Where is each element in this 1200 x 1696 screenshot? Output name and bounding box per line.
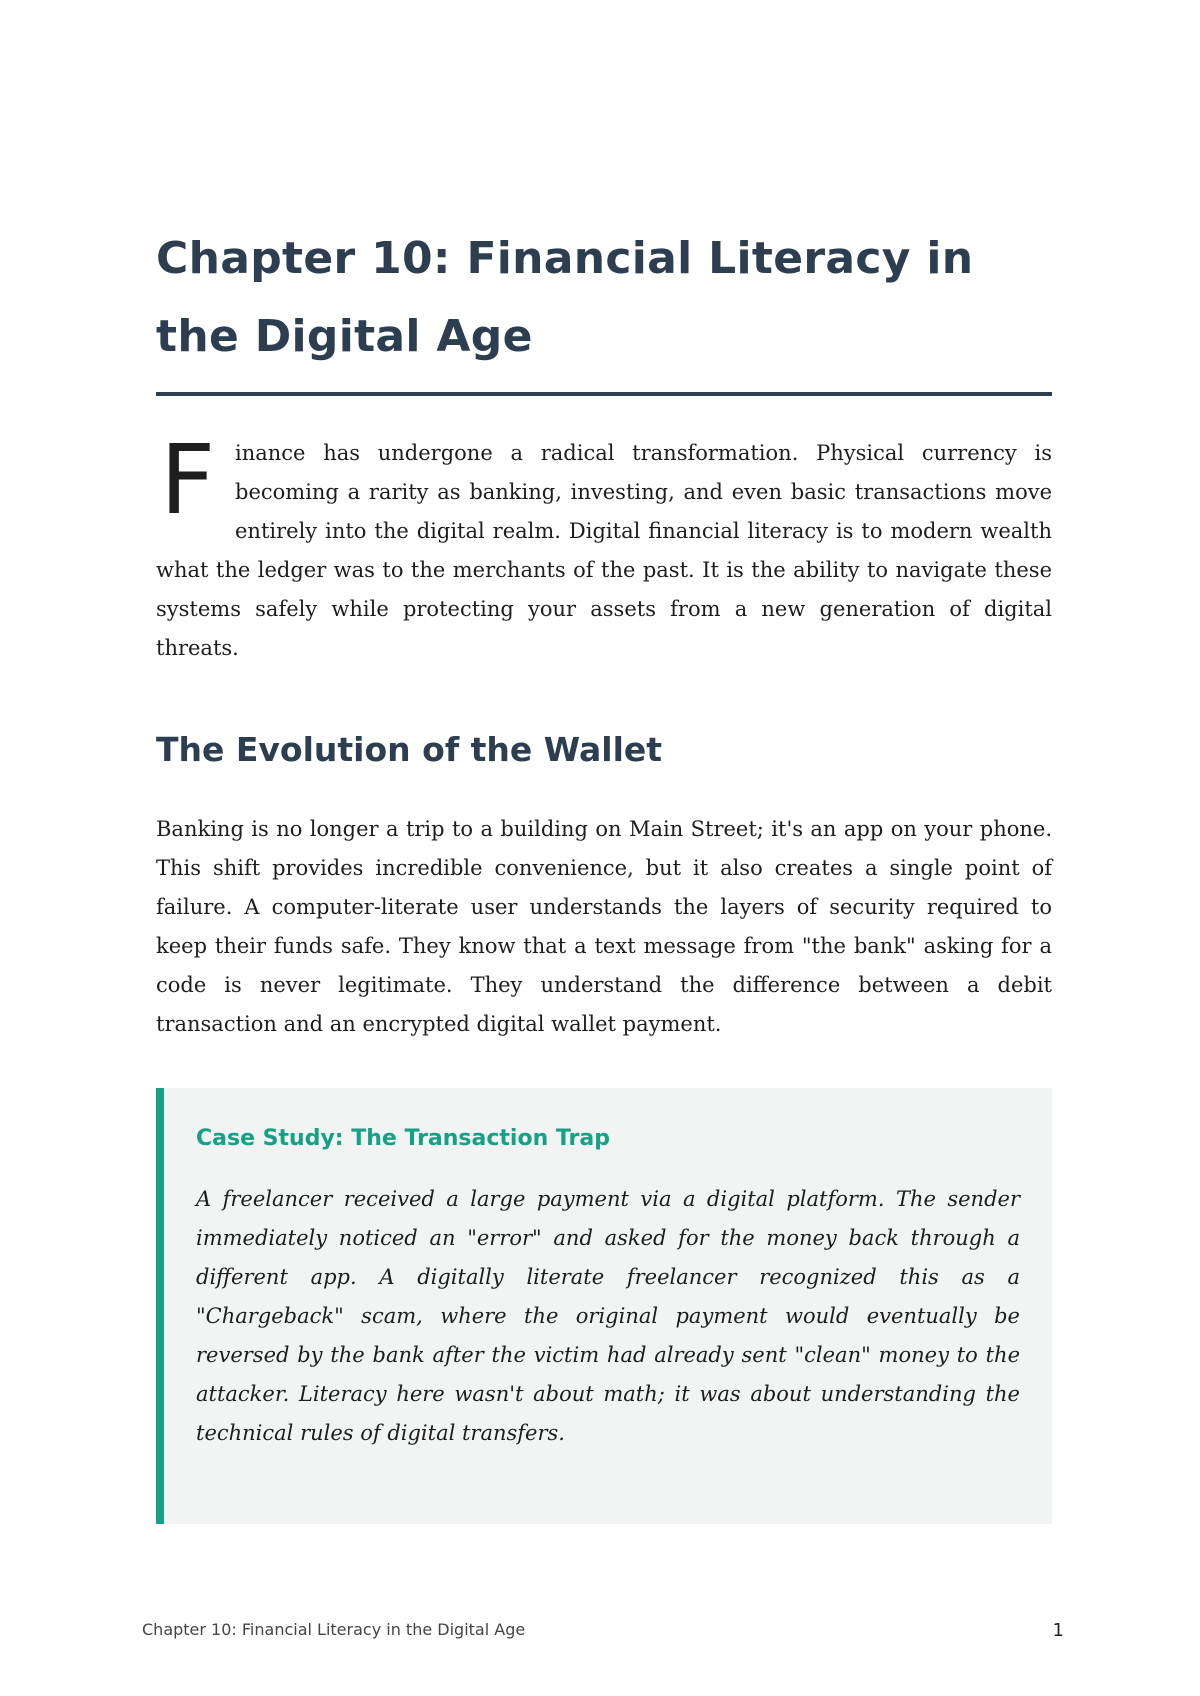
section-heading: The Evolution of the Wallet bbox=[156, 730, 663, 769]
chapter-title: Chapter 10: Financial Literacy in the Digital Age bbox=[156, 233, 974, 362]
page-content bbox=[156, 220, 1052, 1524]
page-number: 1 bbox=[1052, 1620, 1064, 1641]
title-divider bbox=[156, 392, 1052, 396]
dropcap-letter: F bbox=[160, 424, 216, 536]
intro-text: inance has undergone a radical transformation. Physical currency is becoming a rarity as banking, investing, and even basic transactions move entirely into the digital realm. Digital financial literacy is to modern wealth what the ledger was to the merchants of the past. It is the ability to navigate these systems safely while protecting your assets from a new generation of digital threats. bbox=[156, 441, 1052, 660]
case-study-text: A freelancer received a large payment via a digital platform. The sender immediately noticed an "error" and asked for the money back through a different app. A digitally literate freelancer recognized this as a "Chargeback" scam, where the original payment would eventually be reversed by the bank after the victim had already sent "clean" money to the attacker. Literacy here wasn't about math; it was about understanding the technical rules of digital transfers. bbox=[196, 1187, 1020, 1445]
intro-paragraph bbox=[156, 424, 1052, 668]
case-study-box bbox=[156, 1088, 1052, 1524]
case-study-title: Case Study: The Transaction Trap bbox=[196, 1126, 610, 1151]
section-paragraph: Banking is no longer a trip to a building on Main Street; it's an app on your phone. This shift provides incredible convenience, but it also creates a single point of failure. A computer-literate user understands the layers of security required to keep their funds safe. They know that a text message from "the bank" asking for a code is never legitimate. They understand the difference between a debit transaction and an encrypted digital wallet payment. bbox=[156, 817, 1052, 1036]
footer-title: Chapter 10: Financial Literacy in the Digital Age bbox=[142, 1620, 526, 1639]
